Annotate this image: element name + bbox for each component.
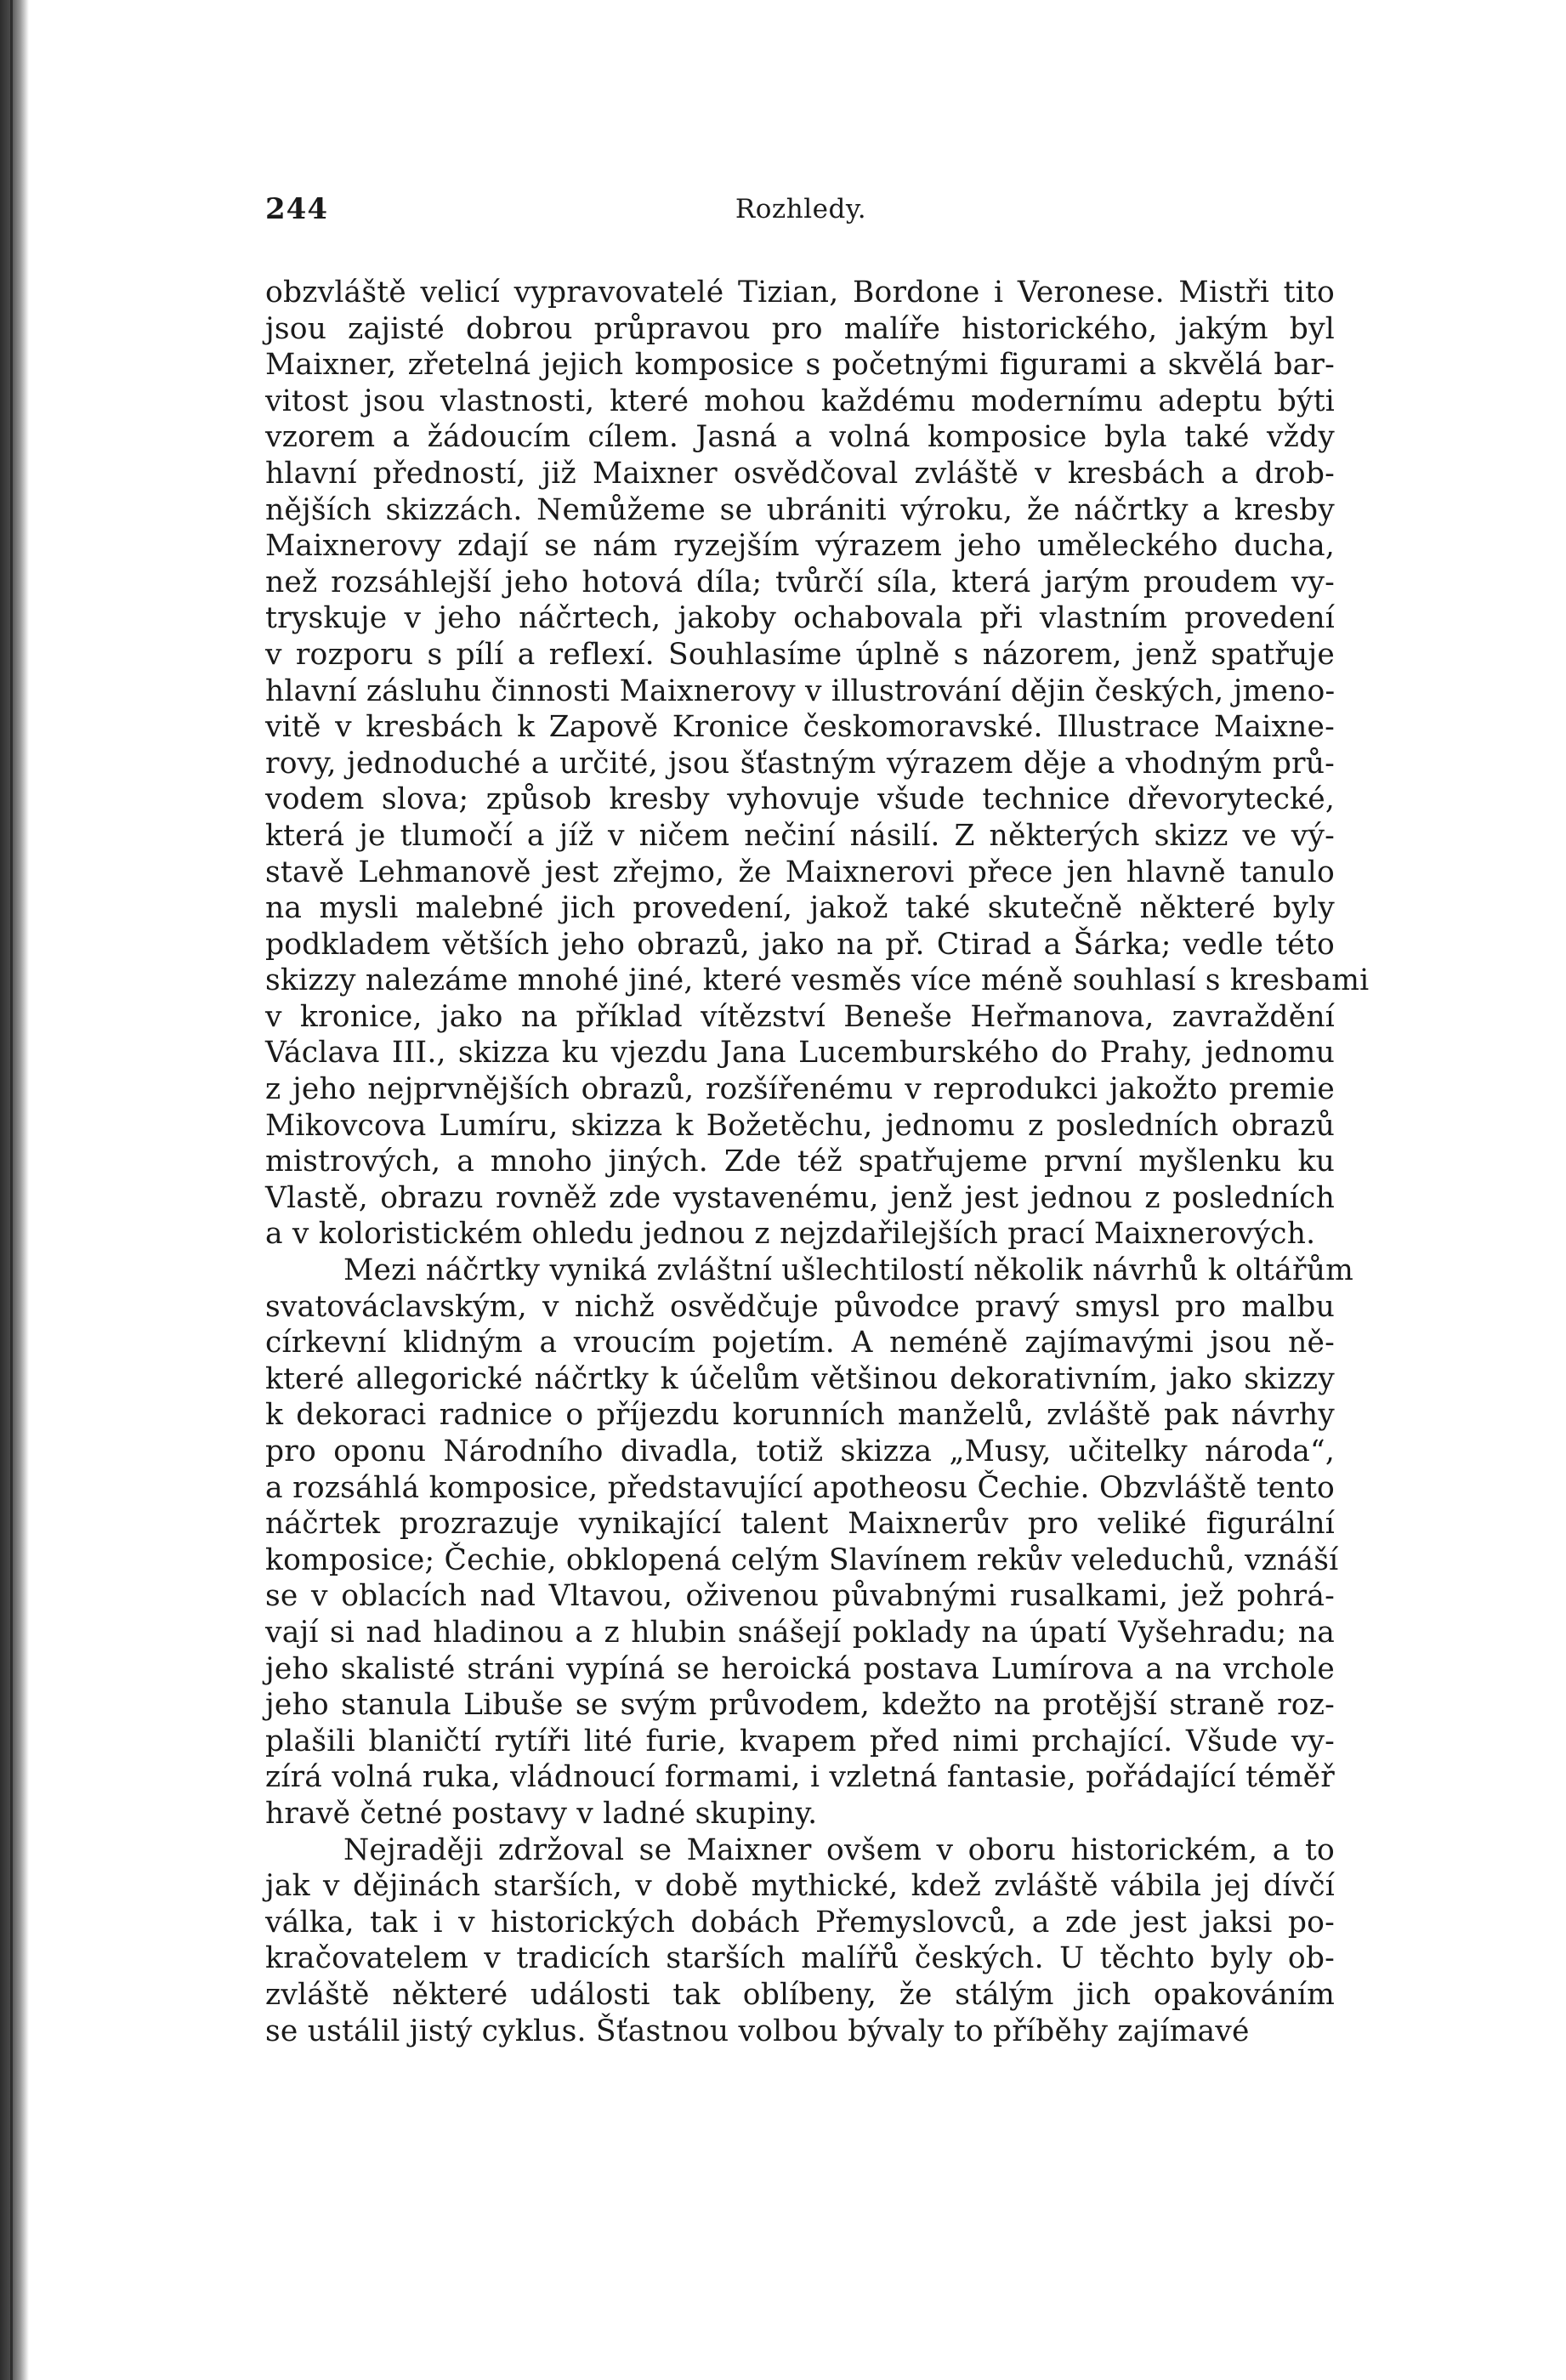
text-line: válka, tak i v historických dobách Přemyslovců, a zde jest jaksi po-	[265, 1905, 1335, 1940]
text-line: zvláště některé události tak oblíbeny, že stálým jich opakováním	[265, 1977, 1335, 2012]
text-line: se v oblacích nad Vltavou, oživenou půvabnými rusalkami, jež pohrá-	[265, 1579, 1335, 1614]
text-line: podkladem větších jeho obrazů, jako na př. Ctirad a Šárka; vedle této	[265, 927, 1335, 962]
text-line: náčrtek prozrazuje vynikající talent Maixnerův pro veliké figurální	[265, 1507, 1335, 1542]
text-line: hlavní předností, již Maixner osvědčoval zvláště v kresbách a drob-	[265, 456, 1335, 491]
text-line: vitě v kresbách k Zapově Kronice českomoravské. Illustrace Maixne-	[265, 710, 1335, 745]
text-line: Maixner, zřetelná jejich komposice s početnými figurami a skvělá bar-	[265, 348, 1335, 383]
text-line: které allegorické náčrtky k účelům většinou dekorativním, jako skizzy	[265, 1361, 1335, 1396]
body-text	[265, 275, 1370, 2049]
text-line: plašili blaničtí rytíři lité furie, kvapem před nimi prchající. Všude vy-	[265, 1724, 1335, 1758]
text-line: jeho skalisté stráni vypíná se heroická postava Lumírova a na vrchole	[265, 1651, 1335, 1686]
text-line: v kronice, jako na příklad vítězství Beneše Heřmanova, zavraždění	[265, 999, 1335, 1034]
text-line: jeho stanula Libuše se svým průvodem, kdežto na protější straně roz-	[265, 1688, 1335, 1723]
text-line: než rozsáhlejší jeho hotová díla; tvůrčí síla, která jarým proudem vy-	[265, 565, 1335, 599]
text-line: svatováclavským, v nichž osvědčuje původce pravý smysl pro malbu	[265, 1289, 1335, 1324]
text-line: vzorem a žádoucím cílem. Jasná a volná komposice byla také vždy	[265, 420, 1335, 455]
page-number: 244	[265, 192, 328, 226]
running-title: Rozhledy.	[735, 194, 867, 224]
text-line: se ustálil jistý cyklus. Šťastnou volbou bývaly to příběhy zajímavé	[265, 2014, 1250, 2048]
text-line: církevní klidným a vroucím pojetím. A neméně zajímavými jsou ně-	[265, 1326, 1335, 1360]
text-line: Mezi náčrtky vyniká zvláštní ušlechtilostí několik návrhů k oltářům	[343, 1253, 1354, 1288]
text-line: Vlastě, obrazu rovněž zde vystavenému, jenž jest jednou z posledních	[265, 1180, 1335, 1215]
text-line: která je tlumočí a jíž v ničem nečiní násilí. Z některých skizz ve vý-	[265, 818, 1335, 853]
text-line: stavě Lehmanově jest zřejmo, že Maixnerovi přece jen hlavně tanulo	[265, 855, 1335, 889]
text-line: skizzy nalezáme mnohé jiné, které vesměs více méně souhlasí s kresbami	[265, 963, 1370, 998]
text-line: jsou zajisté dobrou průpravou pro malíře historického, jakým byl	[265, 311, 1335, 346]
text-line: jak v dějinách starších, v době mythické, kdež zvláště vábila jej dívčí	[265, 1869, 1335, 1904]
text-line: Václava III., skizza ku vjezdu Jana Lucemburského do Prahy, jednomu	[265, 1036, 1335, 1071]
running-head	[265, 192, 1336, 230]
text-line: v rozporu s pílí a reflexí. Souhlasíme úplně s názorem, jenž spatřuje	[265, 637, 1335, 672]
text-line: rovy, jednoduché a určité, jsou šťastným výrazem děje a vhodným prů-	[265, 746, 1335, 781]
text-line: vitost jsou vlastnosti, které mohou každému modernímu adeptu býti	[265, 383, 1335, 418]
text-line: Maixnerovy zdají se nám ryzejším výrazem jeho uměleckého ducha,	[265, 529, 1335, 564]
text-line: Mikovcova Lumíru, skizza k Božetěchu, jednomu z posledních obrazů	[265, 1108, 1335, 1143]
text-line: tryskuje v jeho náčrtech, jakoby ochabovala při vlastním provedení	[265, 601, 1335, 636]
text-line: k dekoraci radnice o příjezdu korunních manželů, zvláště pak návrhy	[265, 1398, 1335, 1433]
text-line: a rozsáhlá komposice, představující apotheosu Čechie. Obzvláště tento	[265, 1470, 1335, 1505]
text-line: kračovatelem v tradicích starších malířů českých. U těchto byly ob-	[265, 1941, 1335, 1976]
text-line: a v koloristickém ohledu jednou z nejzdařilejších prací Maixnerových.	[265, 1217, 1316, 1252]
text-line: nějších skizzách. Nemůžeme se ubrániti výroku, že náčrtky a kresby	[265, 492, 1335, 527]
text-line: hravě četné postavy v ladné skupiny.	[265, 1796, 818, 1831]
text-line: komposice; Čechie, obklopená celým Slavínem rekův veleduchů, vznáší	[265, 1542, 1339, 1577]
text-line: na mysli malebné jich provedení, jakož také skutečně některé byly	[265, 891, 1335, 926]
text-line: obzvláště velicí vypravovatelé Tizian, Bordone i Veronese. Mistři tito	[265, 275, 1335, 310]
text-line: mistrových, a mnoho jiných. Zde též spatřujeme první myšlenku ku	[265, 1145, 1335, 1179]
text-line: vodem slova; způsob kresby vyhovuje všude technice dřevorytecké,	[265, 782, 1335, 817]
text-line: pro oponu Národního divadla, totiž skizza „Musy, učitelky národa“,	[265, 1434, 1335, 1468]
text-line: Nejraději zdržoval se Maixner ovšem v oboru historickém, a to	[343, 1832, 1335, 1867]
text-line: z jeho nejprvnějších obrazů, rozšířenému v reprodukci jakožto premie	[265, 1072, 1335, 1107]
text-line: vají si nad hladinou a z hlubin snášejí poklady na úpatí Vyšehradu; na	[265, 1615, 1335, 1650]
text-line: zírá volná ruka, vládnoucí formami, i vzletná fantasie, pořádající téměř	[265, 1760, 1335, 1795]
text-line: hlavní zásluhu činnosti Maixnerovy v illustrování dějin českých, jmeno-	[265, 673, 1336, 708]
